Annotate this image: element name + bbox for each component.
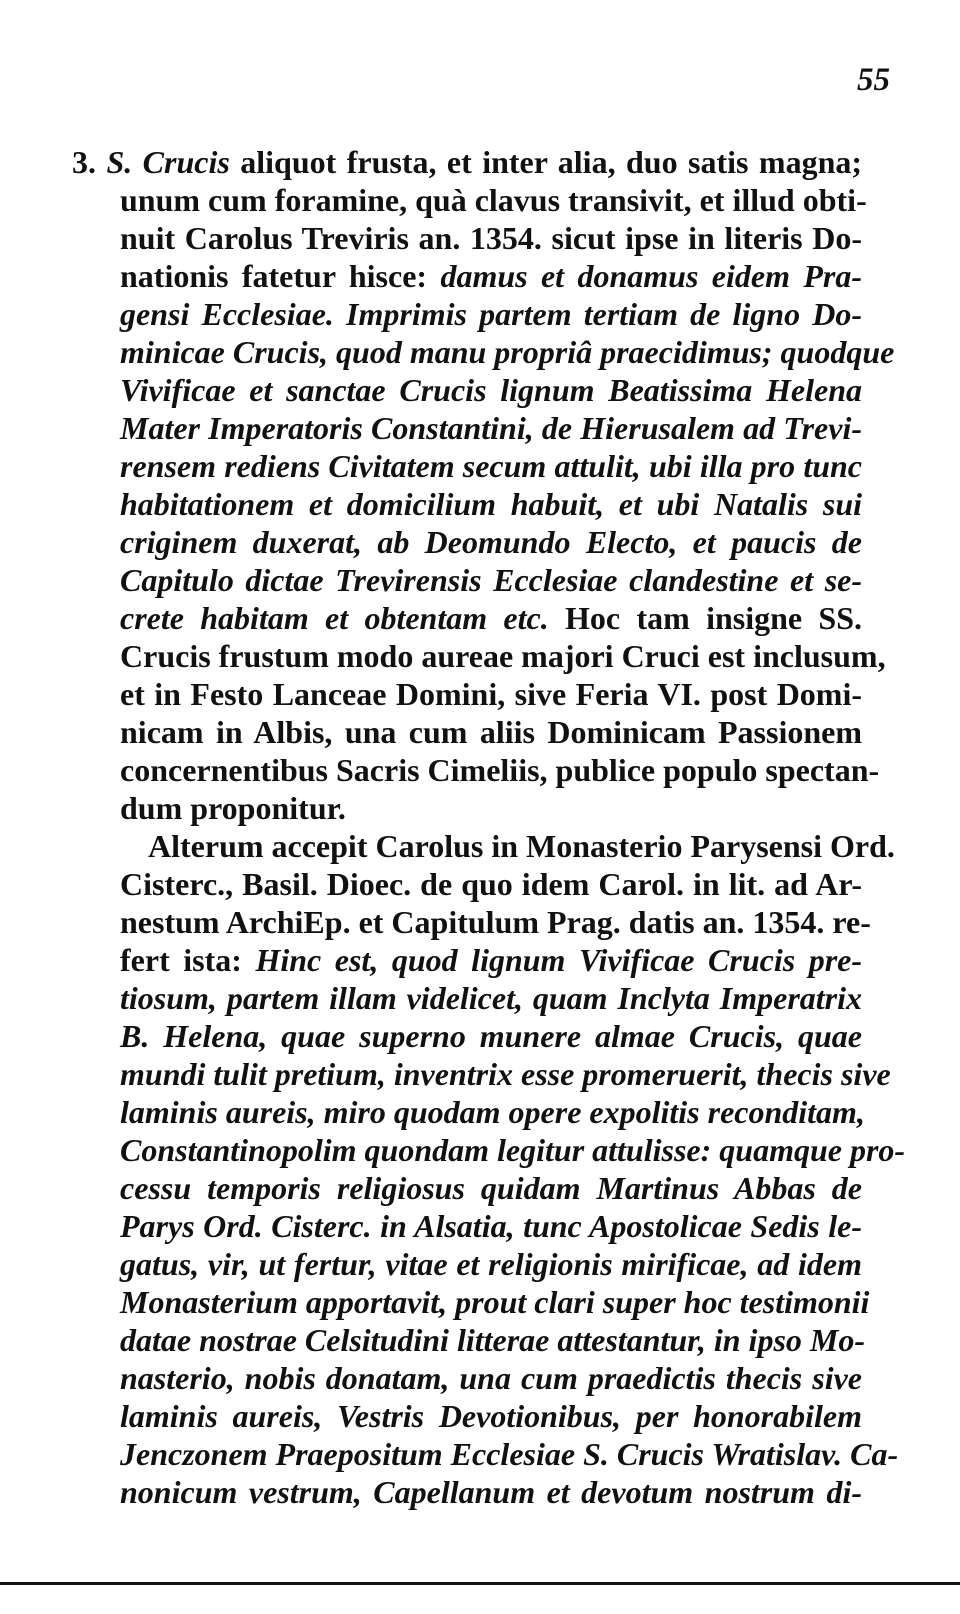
italic-text: crete habitam et obtentam etc. [120,600,549,636]
text-line [120,484,862,524]
text-line [120,636,886,676]
italic-text: nonicum vestrum, Capellanum et devotum nostrum di- [120,1474,862,1510]
text-line [120,1320,865,1360]
text-line [120,978,862,1018]
text-line [120,1472,862,1512]
italic-text: criginem duxerat, ab Deomundo Electo, et paucis de [120,524,862,560]
roman-text: 3. [72,144,107,180]
text-line [120,1016,862,1056]
text-line [120,1434,899,1474]
roman-text: Crucis frustum modo aureae majori Cruci est inclusum, [120,638,886,674]
italic-text: Capitulo dictae Trevirensis Ecclesiae clandestine et se- [120,562,862,598]
text-line [120,1168,862,1208]
text-line [120,218,862,258]
italic-text: tiosum, partem illam videlicet, quam Inclyta Imperatrix [120,980,862,1016]
roman-text: et in Festo Lanceae Domini, sive Feria VI. post Domi- [120,676,862,712]
roman-text: aliquot frusta, et inter alia, duo satis magna; [229,144,863,180]
italic-text: nasterio, nobis donatam, una cum praedictis thecis sive [120,1360,862,1396]
text-line [148,826,895,866]
text-line [120,294,862,334]
italic-text: Constantinopolim quondam legitur attulisse: quamque pro- [120,1132,906,1168]
text-line [120,560,862,600]
text-line [120,788,862,828]
text-line [120,256,862,296]
italic-text: habitationem et domicilium habuit, et ubi Natalis sui [120,486,862,522]
text-line [120,370,862,410]
text-line [120,522,862,562]
text-line [120,1130,906,1170]
roman-text: Alterum accepit Carolus in Monasterio Parysensi Ord. [148,828,895,864]
text-line [120,408,862,448]
roman-text: nuit Carolus Treviris an. 1354. sicut ipse in literis Do- [120,220,862,256]
italic-text: gatus, vir, ut fertur, vitae et religionis mirificae, ad idem [120,1246,862,1282]
italic-text: laminis aureis, miro quodam opere expolitis reconditam, [120,1094,865,1130]
italic-text: Parys Ord. Cisterc. in Alsatia, tunc Apostolicae Sedis le- [120,1208,862,1244]
italic-text: S. Crucis [106,144,230,180]
text-line [120,1092,865,1132]
italic-text: laminis aureis, Vestris Devotionibus, per honorabilem [120,1398,862,1434]
text-line [120,446,862,486]
roman-text: concernentibus Sacris Cimeliis, publice populo spectan- [120,752,880,788]
italic-text: Jenczonem Praepositum Ecclesiae S. Crucis Wratislav. Ca- [120,1436,899,1472]
bottom-rule [0,1582,960,1585]
text-line [72,142,862,182]
text-line [120,1396,862,1436]
text-line [120,1206,862,1246]
italic-text: minicae Crucis, quod manu propriâ praecidimus; quodque [120,334,895,370]
text-line [120,750,880,790]
text-line [120,864,862,904]
italic-text: Mater Imperatoris Constantini, de Hierusalem ad Trevi- [120,410,862,446]
italic-text: gensi Ecclesiae. Imprimis partem tertiam de ligno Do- [120,296,862,332]
text-line [120,712,862,752]
text-line [120,1244,862,1284]
text-line [120,180,867,220]
italic-text: rensem rediens Civitatem secum attulit, ubi illa pro tunc [120,448,862,484]
roman-text: dum proponitur. [120,790,346,826]
roman-text: fert ista: [120,942,256,978]
italic-text: cessu temporis religiosus quidam Martinus Abbas de [120,1170,862,1206]
italic-text: datae nostrae Celsitudini litterae attestantur, in ipso Mo- [120,1322,865,1358]
italic-text: Vivificae et sanctae Crucis lignum Beatissima Helena [120,372,862,408]
roman-text: nestum ArchiEp. et Capitulum Prag. datis an. 1354. re- [120,904,871,940]
page-number: 55 [857,62,890,98]
text-line [120,674,862,714]
roman-text: nicam in Albis, una cum aliis Dominicam Passionem [120,714,862,750]
text-line [120,1054,891,1094]
roman-text: unum cum foramine, quà clavus transivit, et illud obti- [120,182,867,218]
italic-text: mundi tulit pretium, inventrix esse promeruerit, thecis sive [120,1056,891,1092]
italic-text: Monasterium apportavit, prout clari super hoc testimonii [120,1284,870,1320]
italic-text: damus et donamus eidem Pra- [440,258,863,294]
text-line [120,1282,870,1322]
text-line [120,902,871,942]
italic-text: Hinc est, quod lignum Vivificae Crucis pre- [255,942,863,978]
text-line [120,332,895,372]
text-line [120,1358,862,1398]
roman-text: nationis fatetur hisce: [120,258,441,294]
text-line [120,940,862,980]
italic-text: B. Helena, quae superno munere almae Crucis, quae [120,1018,862,1054]
roman-text: Cisterc., Basil. Dioec. de quo idem Carol. in lit. ad Ar- [120,866,862,902]
text-line [120,598,862,638]
roman-text: Hoc tam insigne SS. [548,600,863,636]
